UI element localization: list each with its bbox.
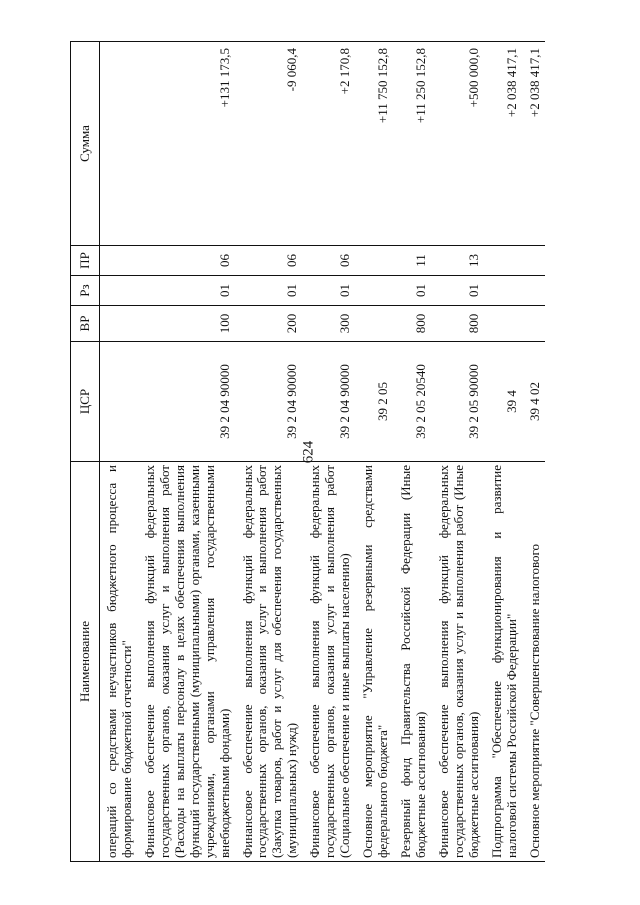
row-pr: 13: [432, 246, 485, 276]
row-vr: [523, 306, 546, 342]
header-name: Наименование: [71, 462, 100, 862]
row-sum: +2 038 417,1: [523, 42, 546, 246]
row-pr: [485, 246, 523, 276]
row-rz: [523, 276, 546, 306]
row-name: Подпрограмма "Обеспечение функционирования и развитие налоговой системы Российской Федерации": [485, 462, 523, 862]
row-pr: [523, 246, 546, 276]
table-row: [236, 42, 304, 862]
row-sum: +2 170,8: [303, 42, 356, 246]
table-header-row: [71, 42, 100, 862]
row-vr: [356, 306, 394, 342]
table-row: [485, 42, 523, 862]
header-vr: ВР: [71, 306, 100, 342]
budget-table: [70, 41, 545, 862]
row-rz: 01: [236, 276, 304, 306]
row-csr: 39 2 05: [356, 342, 394, 462]
row-vr: 200: [236, 306, 304, 342]
row-rz: [100, 276, 138, 306]
row-vr: 800: [432, 306, 485, 342]
header-csr: ЦСР: [71, 342, 100, 462]
header-rz: Рз: [71, 276, 100, 306]
row-csr: 39 2 04 90000: [303, 342, 356, 462]
row-rz: 01: [432, 276, 485, 306]
row-sum: +11 750 152,8: [356, 42, 394, 246]
row-vr: [100, 306, 138, 342]
header-pr: ПР: [71, 246, 100, 276]
row-pr: 06: [303, 246, 356, 276]
table-row: [523, 42, 546, 862]
row-rz: 01: [138, 276, 236, 306]
row-pr: 11: [394, 246, 432, 276]
row-sum: +2 038 417,1: [485, 42, 523, 246]
row-csr: 39 2 04 90000: [236, 342, 304, 462]
row-name: Финансовое обеспечение выполнения функций федеральных государственных органов, оказания услуг и выполнения работ (Иные бюджетные ассигнования): [432, 462, 485, 862]
row-csr: 39 4: [485, 342, 523, 462]
row-vr: [485, 306, 523, 342]
row-csr: 39 2 04 90000: [138, 342, 236, 462]
row-csr: 39 2 05 20540: [394, 342, 432, 462]
table-row: [303, 42, 356, 862]
row-name: Финансовое обеспечение выполнения функций федеральных государственных органов, оказания услуг и выполнения работ (Социальное обеспечение и иные выплаты населению): [303, 462, 356, 862]
row-sum: +11 250 152,8: [394, 42, 432, 246]
table-row: [394, 42, 432, 862]
rotated-page-content: [70, 42, 596, 862]
row-pr: [356, 246, 394, 276]
row-csr: 39 4 02: [523, 342, 546, 462]
row-name: Финансовое обеспечение выполнения функций федеральных государственных органов, оказания услуг и выполнения работ (Расходы на выплаты персоналу в целях обеспечения выполнения функций государственными (муниципальными) органами, казенными учреждениями, органами управления государственными внебюджетными фондами): [138, 462, 236, 862]
row-sum: [100, 42, 138, 246]
table-row: [356, 42, 394, 862]
header-sum: Сумма: [71, 42, 100, 246]
table-row: [138, 42, 236, 862]
row-csr: 39 2 05 90000: [432, 342, 485, 462]
page-number: 624: [300, 440, 317, 464]
row-rz: 01: [303, 276, 356, 306]
row-csr: [100, 342, 138, 462]
row-sum: +131 173,5: [138, 42, 236, 246]
table-row: [432, 42, 485, 862]
row-sum: +500 000,0: [432, 42, 485, 246]
row-vr: 800: [394, 306, 432, 342]
row-vr: 300: [303, 306, 356, 342]
row-sum: -9 060,4: [236, 42, 304, 246]
row-rz: [356, 276, 394, 306]
row-pr: [100, 246, 138, 276]
row-name: Основное мероприятие "Управление резервными средствами федерального бюджета": [356, 462, 394, 862]
row-rz: 01: [394, 276, 432, 306]
row-name: Резервный фонд Правительства Российской Федерации (Иные бюджетные ассигнования): [394, 462, 432, 862]
row-pr: 06: [236, 246, 304, 276]
row-name: Финансовое обеспечение выполнения функций федеральных государственных органов, оказания услуг и выполнения работ (Закупка товаров, работ и услуг для обеспечения государственных (муниципальных) нужд): [236, 462, 304, 862]
row-pr: 06: [138, 246, 236, 276]
row-name: операций со средствами неучастников бюджетного процесса и формирование бюджетной отчетности": [100, 462, 138, 862]
row-name: Основное мероприятие "Совершенствование налогового: [523, 462, 546, 862]
table-row: [100, 42, 138, 862]
row-vr: 100: [138, 306, 236, 342]
row-rz: [485, 276, 523, 306]
